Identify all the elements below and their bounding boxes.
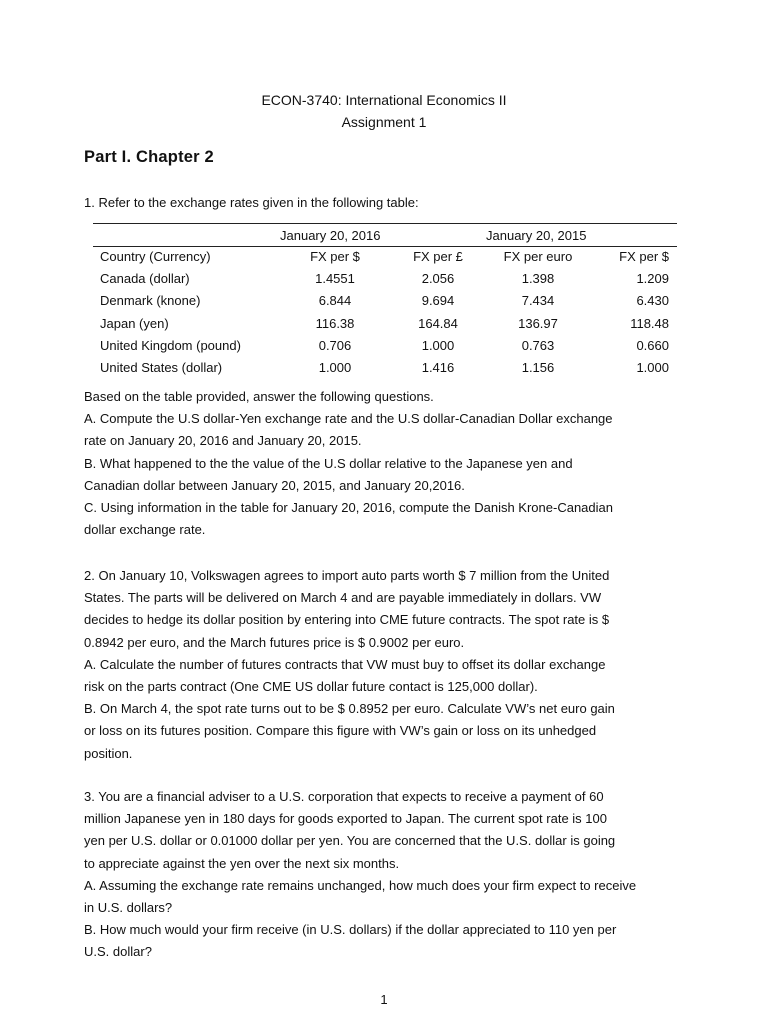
table-top-rule xyxy=(93,223,677,224)
q3-line: 3. You are a financial adviser to a U.S. corporation that expects to receive a payment of 60 xyxy=(84,789,604,804)
col-header-fx-per-euro: FX per euro xyxy=(503,249,573,264)
table-cell: 2.056 xyxy=(421,271,455,286)
q2-line: 0.8942 per euro, and the March futures price is $ 0.9002 per euro. xyxy=(84,634,465,650)
q2-line: 2. On January 10, Volkswagen agrees to import auto parts worth $ 7 million from the United xyxy=(84,568,610,583)
q1-line: A. Compute the U.S dollar-Yen exchange rate and the U.S dollar-Canadian Dollar exchange xyxy=(84,411,613,427)
table-cell: 6.844 xyxy=(318,293,352,308)
table-cell: 1.000 xyxy=(636,360,669,375)
question-2-text xyxy=(84,565,684,765)
question-3-text xyxy=(84,786,684,964)
q3-line: yen per U.S. dollar or 0.01000 dollar per yen. You are concerned that the U.S. dollar is going xyxy=(84,833,616,849)
table-cell-country: Canada (dollar) xyxy=(100,271,190,286)
q3-line: U.S. dollar? xyxy=(84,944,152,960)
year-header-2015: January 20, 2015 xyxy=(486,228,587,243)
q3-line: B. How much would your firm receive (in U.S. dollars) if the dollar appreciated to 110 yen per xyxy=(84,922,617,938)
table-cell: 164.84 xyxy=(418,316,458,331)
col-header-fx-per-dollar-2015: FX per $ xyxy=(619,249,669,264)
q1-line: C. Using information in the table for January 20, 2016, compute the Danish Krone-Canadian xyxy=(84,500,613,516)
table-cell: 1.000 xyxy=(421,338,455,353)
table-cell: 1.000 xyxy=(318,360,352,375)
q1-line: dollar exchange rate. xyxy=(84,522,206,538)
q1-line: Based on the table provided, answer the following questions. xyxy=(84,389,434,404)
page-number: 1 xyxy=(380,992,388,1007)
table-cell: 7.434 xyxy=(521,293,555,308)
q1-line: rate on January 20, 2016 and January 20, 2015. xyxy=(84,433,362,449)
table-cell: 9.694 xyxy=(421,293,455,308)
table-cell: 0.763 xyxy=(521,338,555,353)
col-header-fx-per-pound: FX per £ xyxy=(413,249,463,264)
q2-line: position. xyxy=(84,745,133,761)
table-cell: 1.398 xyxy=(521,271,555,286)
table-cell: 116.38 xyxy=(315,316,355,331)
q2-line: B. On March 4, the spot rate turns out to be $ 0.8952 per euro. Calculate VW’s net euro gain xyxy=(84,701,615,717)
question-1-intro: 1. Refer to the exchange rates given in the following table: xyxy=(84,195,419,210)
col-header-country: Country (Currency) xyxy=(100,249,211,264)
q2-line: decides to hedge its dollar position by entering into CME future contracts. The spot rate is $ xyxy=(84,612,610,628)
col-header-fx-per-dollar-2016: FX per $ xyxy=(310,249,360,264)
assignment-title: Assignment 1 xyxy=(341,114,427,130)
table-cell: 0.706 xyxy=(318,338,352,353)
q3-line: in U.S. dollars? xyxy=(84,900,173,916)
table-cell: 0.660 xyxy=(636,338,669,353)
q1-line: Canadian dollar between January 20, 2015, and January 20,2016. xyxy=(84,477,465,493)
q2-line: or loss on its futures position. Compare this figure with VW’s gain or loss on its unhedged xyxy=(84,723,597,739)
course-title: ECON-3740: International Economics II xyxy=(261,92,507,108)
question-1-text xyxy=(84,386,684,541)
q3-line: A. Assuming the exchange rate remains unchanged, how much does your firm expect to receive xyxy=(84,877,637,893)
q3-line: million Japanese yen in 180 days for goods exported to Japan. The current spot rate is 100 xyxy=(84,811,607,827)
table-cell: 6.430 xyxy=(636,293,669,308)
table-cell-country: Japan (yen) xyxy=(100,316,169,331)
table-cell-country: United States (dollar) xyxy=(100,360,223,375)
table-header-rule xyxy=(93,246,677,247)
q3-line: to appreciate against the yen over the next six months. xyxy=(84,855,400,871)
q2-line: A. Calculate the number of futures contracts that VW must buy to offset its dollar exchange xyxy=(84,656,606,672)
table-cell: 1.4551 xyxy=(315,271,355,286)
table-cell: 118.48 xyxy=(630,316,669,331)
table-cell-country: Denmark (knone) xyxy=(100,293,201,308)
q2-line: States. The parts will be delivered on March 4 and are payable immediately in dollars. VW xyxy=(84,590,602,606)
table-cell: 136.97 xyxy=(518,316,558,331)
table-cell-country: United Kingdom (pound) xyxy=(100,338,241,353)
table-cell: 1.209 xyxy=(636,271,669,286)
year-header-2016: January 20, 2016 xyxy=(280,228,381,243)
q1-line: B. What happened to the the value of the U.S dollar relative to the Japanese yen and xyxy=(84,455,573,471)
part-title: Part I. Chapter 2 xyxy=(84,148,214,166)
q2-line: risk on the parts contract (One CME US dollar future contact is 125,000 dollar). xyxy=(84,679,538,695)
table-cell: 1.416 xyxy=(421,360,455,375)
table-cell: 1.156 xyxy=(521,360,555,375)
